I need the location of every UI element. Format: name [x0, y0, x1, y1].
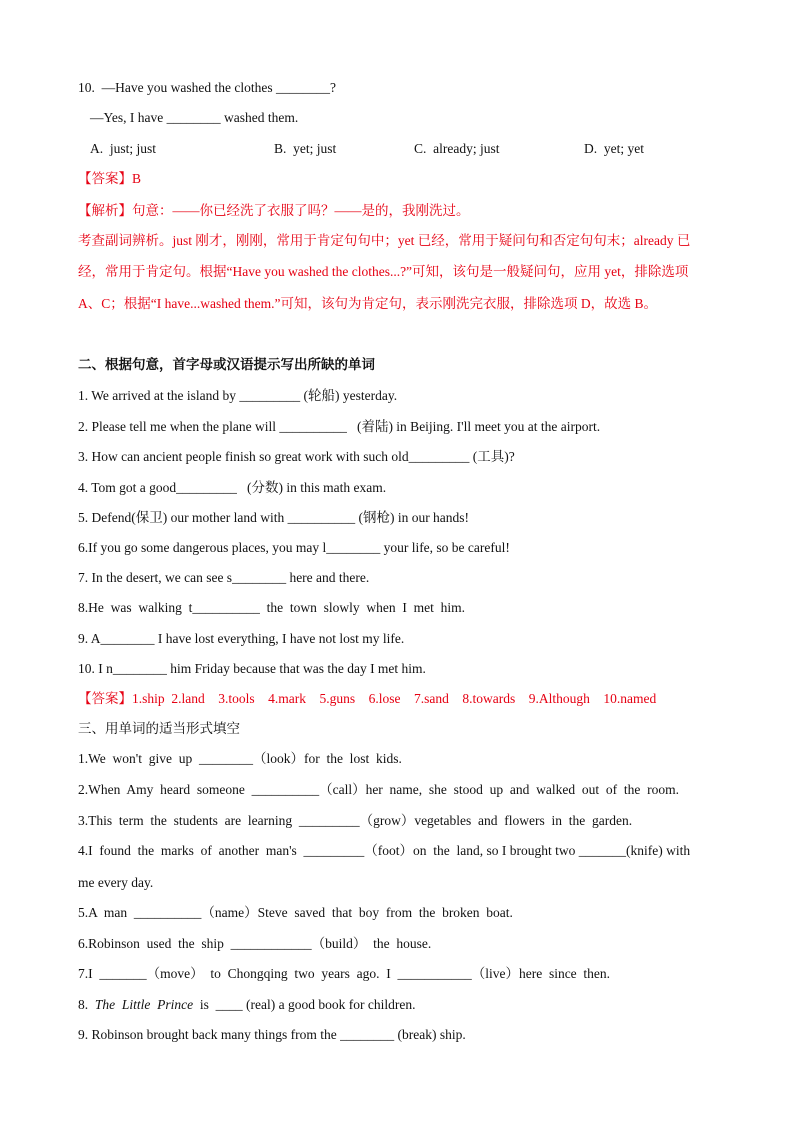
q10-option-b: B. yet; just: [274, 141, 337, 156]
section3-item: 7.I _______（move） to Chongqing two years ago. I ___________（live）here since then.: [78, 966, 611, 981]
section3-item: 1.We won't give up ________（look）for the lost kids.: [78, 751, 402, 766]
q10-option-a: A. just; just: [90, 141, 157, 156]
section3-item: 5.A man __________（name）Steve saved that boy from the broken boat.: [78, 905, 513, 920]
q10-analysis-line: 【解析】句意：——你已经洗了衣服了吗？——是的，我刚洗过。: [78, 203, 470, 218]
item8-prefix: 8.: [78, 997, 95, 1012]
section3-title: 三、用单词的适当形式填空: [78, 721, 240, 736]
section2-item: 4. Tom got a good_________ (分数) in this math exam.: [78, 480, 387, 495]
q10-analysis-line: 考查副词辨析。just 刚才，刚刚，常用于肯定句句中；yet 已经，常用于疑问句和否定句句末；already 已: [78, 233, 691, 248]
q10-option-d: D. yet; yet: [584, 141, 644, 156]
section2-item: 10. I n________ him Friday because that was the day I met him.: [78, 661, 426, 676]
q10-analysis-line: A、C；根据“I have...washed them.”可知，该句为肯定句，表示刚洗完衣服，排除选项 D，故选 B。: [78, 296, 657, 311]
section3-item-continuation: me every day.: [78, 875, 154, 890]
item8-book-title: The Little Prince: [94, 997, 194, 1012]
q10-analysis-line: 经，常用于肯定句。根据“Have you washed the clothes...?”可知，该句是一般疑问句，应用 yet，排除选项: [78, 264, 689, 279]
section2-title: 二、根据句意，首字母或汉语提示写出所缺的单词: [78, 357, 375, 372]
section2-item: 3. How can ancient people finish so great work with such old_________ (工具)?: [78, 449, 515, 464]
item8-rest: is ____ (real) a good book for children.: [193, 997, 416, 1012]
q10-option-c: C. already; just: [414, 141, 500, 156]
section2-item: 5. Defend(保卫) our mother land with __________ (钢枪) in our hands!: [78, 510, 470, 525]
section3-item: 3.This term the students are learning _________（grow）vegetables and flowers in the garden.: [78, 813, 633, 828]
section2-item: 2. Please tell me when the plane will __________ (着陆) in Beijing. I'll meet you at the airport.: [78, 419, 601, 434]
section3-item-8: [78, 996, 415, 1014]
section2-item: 7. In the desert, we can see s________ here and there.: [78, 570, 370, 585]
section2-item: 9. A________ I have lost everything, I have not lost my life.: [78, 631, 405, 646]
section2-answer: 【答案】1.ship 2.land 3.tools 4.mark 5.guns 6.lose 7.sand 8.towards 9.Although 10.named: [78, 691, 657, 706]
section3-item: 9. Robinson brought back many things from the ________ (break) ship.: [78, 1027, 466, 1042]
section2-item: 6.If you go some dangerous places, you may l________ your life, so be careful!: [78, 540, 510, 555]
section3-item: 6.Robinson used the ship ____________（build） the house.: [78, 936, 432, 951]
q10-answer: 【答案】B: [78, 171, 142, 186]
section2-item: 1. We arrived at the island by _________ (轮船) yesterday.: [78, 388, 398, 403]
q10-stem: 10. —Have you washed the clothes ________?: [78, 80, 336, 95]
section3-item: 2.When Amy heard someone __________（call）her name, she stood up and walked out of the room.: [78, 782, 680, 797]
section2-item: 8.He was walking t__________ the town slowly when I met him.: [78, 600, 465, 615]
section3-item: 4.I found the marks of another man's _________（foot）on the land, so I brought two _______(knife) with: [78, 843, 691, 858]
q10-reply: —Yes, I have ________ washed them.: [90, 110, 299, 125]
